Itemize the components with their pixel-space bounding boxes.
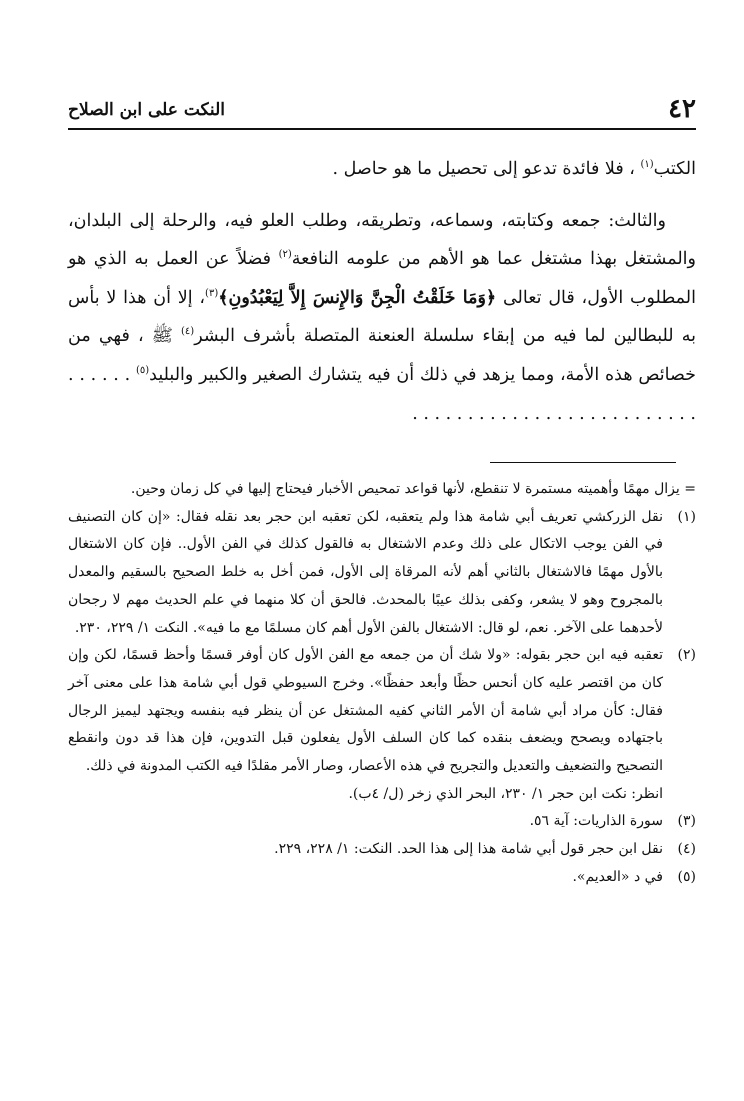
footnote-2 [68,642,696,808]
footnote-separator [490,462,676,463]
quran-verse: ﴿وَمَا خَلَقْتُ الْجِنَّ وَالإِنسَ إِلاَّ لِيَعْبُدُونِ﴾ [218,287,497,308]
paragraph-2 [68,202,696,434]
text-segment: فضلاً عن العمل به الذي هو المطلوب الأول، قال تعالى [68,249,696,308]
footnote-ref-1: (١) [640,159,654,171]
running-title: النكت على ابن الصلاح [68,100,225,120]
footnote-5 [68,864,696,892]
footnote-continuation: = يزال مهمًا وأهميته مستمرة لا تنقطع، لأنها قواعد تمحيص الأخبار فيحتاج إليها في كل زمان وحين. [130,481,696,497]
paragraph-1 [68,150,696,189]
page-number: ٤٢ [668,94,696,124]
footnotes [68,476,696,892]
text-segment: ، فلا فائدة تدعو إلى تحصيل ما هو حاصل . [332,159,641,179]
footnote-3 [68,808,696,836]
footnote-number: (٣) [677,813,696,830]
footnote-text: تعقبه فيه ابن حجر بقوله: «ولا شك أن من جمعه مع الفن الأول كان أوفر قسمًا وأحظ قسمًا، لكن وإن كان من اقتصر عليه كان أنحس حظًا وأبعد حفظًا». وخرج السيوطي قول أبي شامة هذا على معنى آخر فقال: كأن مراد أبي شامة أن الأمر الثاني كفيه المشتغل عن أن ينظر فيه بنفسه ويجتهد ليميز الرجال باجتهاده ويصحح ويضعف بنقده كما كان السلف الأول يفعلون قبل التدوين، فإن هذا قد دون وانقطع التصحيح والتضعيف والتعديل والتجريح في هذه الأعصار، وصار الأمر مقلدًا فيه الكتب المدونة في ذلك. [68,647,663,775]
text-segment: ، إلا أن هذا لا بأس به للبطالين لما فيه من إبقاء سلسلة العنعنة المتصلة بأشرف البشر [68,287,696,347]
text-segment: ، فهي من خصائص هذه الأمة، ومما يزهد في ذلك أن فيه يتشارك الصغير والكبير والبليد [68,326,696,385]
footnote-ref-2: (٢) [278,249,292,261]
footnote-4 [68,836,696,864]
footnote-text: سورة الذاريات: آية ٥٦. [529,813,663,830]
salutation: ﷺ [151,326,181,347]
footnote-number: (٥) [677,868,696,885]
main-text [68,150,696,433]
footnote-ref-4: (٤) [181,326,195,338]
footnote-ref-3: (٣) [205,287,219,299]
text-segment: الكتب [653,159,696,179]
footnote-ref-5: (٥) [135,365,150,377]
page-header [68,92,696,130]
footnote-number: (٢) [677,647,696,664]
footnote-number: (١) [677,508,696,525]
footnote-reference: انظر: نكت ابن حجر ١/ ٢٣٠، البحر الذي زخر (ل/ ٤ب). [348,785,663,802]
footnote-1 [68,504,696,643]
footnote-text: نقل ابن حجر قول أبي شامة هذا إلى هذا الحد. النكت: ١/ ٢٢٨، ٢٢٩. [274,841,663,858]
footnote-text: في د «العديم». [572,868,663,885]
dot-leader: . . . . . . . . . . . . . . . . . . . . . . . . . . . . . . . . [68,364,696,424]
text-segment: والثالث: جمعه وكتابته، وسماعه، وتطريقه، وطلب العلو فيه، والرحلة إلى البلدان، والمشتغل بهذا مشتغل عما هو الأهم من علومه النافعة [68,210,696,270]
footnote-number: (٤) [677,841,696,858]
footnote-text: نقل الزركشي تعريف أبي شامة هذا ولم يتعقبه، لكن تعقبه ابن حجر بعد نقله فقال: «إن كان التصنيف في الفن يوجب الاتكال على ذلك وعدم الاشتغال به فالقول كذلك في الفن الأول.. فإن كان الاشتغال بالأول مهمًا فالاشتغال بالثاني أهم لأنه المرقاة إلى الأول، فمن أخل به خلط الصحيح بالسقيم والمعدل بالمجروح وهو لا يشعر، وكفى بذلك عيبًا بالمحدث. فالحق أن كلا منهما في علم الحديث مهم لا رجحان لأحدهما على الآخر. نعم، لو قال: الاشتغال بالفن الأول أهم كان مسلمًا مع ما فيه». النكت ١/ ٢٢٩، ٢٣٠. [68,508,663,636]
